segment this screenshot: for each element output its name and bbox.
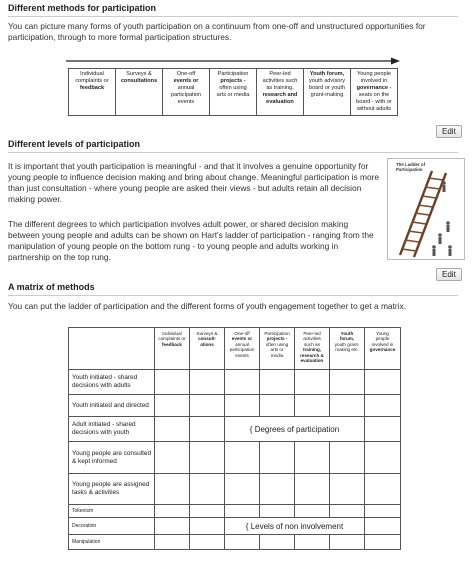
levels-paragraph-2: The different degrees to which participation involves adult power, or shared decision making between young people and adults can be shown on Hart's ladder of participation - ranging from the manipulation of young people on the bottom rung - to young people and adults working in partnership on the top rung. <box>8 219 374 262</box>
matrix-row <box>69 518 401 535</box>
continuum-cell: Young people involved in governance - seats on the board - with or without adults <box>351 69 398 116</box>
matrix-column-header: Surveys & consult- ations <box>190 328 225 370</box>
continuum-cell: One-off events or annual participation events <box>163 69 210 116</box>
matrix-row-label: Tokenism <box>69 505 155 518</box>
continuum-cell: Peer-led activities such as training, research and evaluation <box>257 69 304 116</box>
matrix-row <box>69 417 401 442</box>
continuum-cell: Youth forum, youth advisory board or youth grant-making <box>304 69 351 116</box>
ladder-of-participation-image <box>387 158 465 260</box>
matrix-row <box>69 505 401 518</box>
divider <box>8 295 458 296</box>
degrees-of-participation-label: { Degrees of participation <box>225 417 365 442</box>
methods-intro-text: You can picture many forms of youth participation on a continuum from one-off and unstructured opportunities for participation, through to more formal participation structures. <box>8 21 426 42</box>
matrix-row <box>69 370 401 395</box>
continuum-cell: Individual complaints or feedback <box>69 69 116 116</box>
ladder-title: The Ladder of Participation <box>396 162 426 172</box>
levels-of-non-involvement-label: { Levels of non involvement <box>225 518 365 535</box>
levels-paragraph-1: It is important that youth participation is meaningful - and that it involves a genuine opportunity for young people to influence decision making and bring about change. Meaningful participation is more than just consultation - where young people are asked their views - but adults retain all decision making power. <box>8 161 380 204</box>
matrix-row-label: Youth initiated - shared decisions with adults <box>69 370 155 395</box>
matrix-column-header: Peer-led activities such as training, research & evaluation <box>295 328 330 370</box>
matrix-header-row <box>69 328 401 370</box>
matrix-column-header: One-off events or annual participation events <box>225 328 260 370</box>
matrix-column-header: Youth forum, youth grant- making etc. <box>330 328 365 370</box>
matrix-row <box>69 535 401 550</box>
edit-button-methods[interactable]: Edit <box>436 125 462 138</box>
section-heading-methods: Different methods for participation <box>8 3 157 13</box>
section-heading-levels: Different levels of participation <box>8 139 141 149</box>
matrix-row <box>69 442 401 474</box>
matrix-column-header: Participation projects - often using arts or media <box>260 328 295 370</box>
divider <box>8 152 458 153</box>
continuum-cell: Participation projects - often using arts or media <box>210 69 257 116</box>
continuum-cell: Surveys & consultations <box>116 69 163 116</box>
section-heading-matrix: A matrix of methods <box>8 282 95 292</box>
matrix-intro-text: You can put the ladder of participation and the different forms of youth engagement together to get a matrix. <box>8 301 407 311</box>
matrix-row-label: Youth initiated and directed <box>69 395 155 417</box>
matrix-column-header: Individual complaints or feedback <box>155 328 190 370</box>
matrix-row <box>69 395 401 417</box>
matrix-row-label: Young people are assigned tasks & activities <box>69 474 155 505</box>
matrix-row <box>69 474 401 505</box>
continuum-table <box>68 68 398 116</box>
matrix-row-label: Young people are consulted & kept informed <box>69 442 155 474</box>
edit-button-levels[interactable]: Edit <box>436 268 462 281</box>
matrix-row-label: Adult initiated - shared decisions with youth <box>69 417 155 442</box>
matrix-column-header: Young people involved in governance <box>365 328 401 370</box>
divider <box>8 16 458 17</box>
matrix-table <box>68 327 401 550</box>
matrix-row-label: Manipulation <box>69 535 155 550</box>
continuum-arrow <box>66 56 400 66</box>
ladder-icon <box>388 159 464 259</box>
matrix-corner-cell <box>69 328 155 370</box>
matrix-row-label: Decoration <box>69 518 155 535</box>
